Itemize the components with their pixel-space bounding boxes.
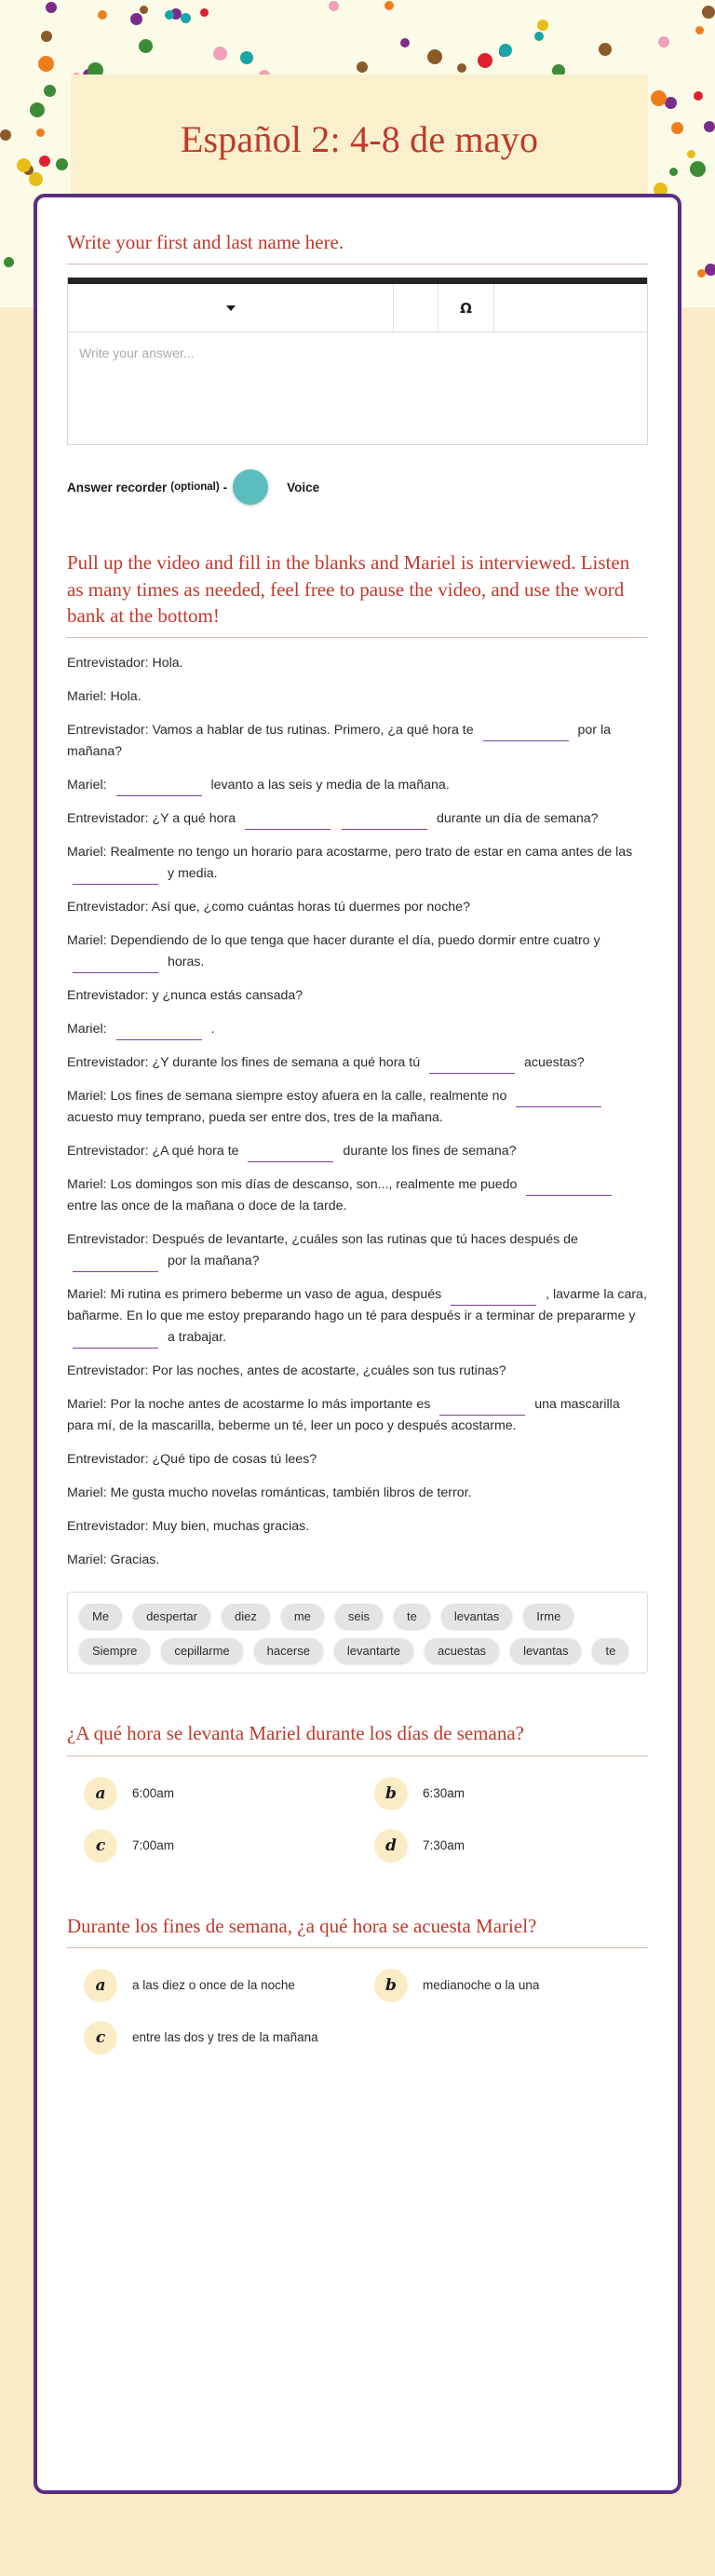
transcript-text: . [207,1022,215,1037]
word-bank-chip[interactable]: acuestas [425,1638,499,1663]
transcript-text: Mariel: Gracias. [67,1552,160,1568]
fill-in-blank[interactable] [116,1026,202,1041]
multiple-choice-questions [67,1679,648,2064]
assignment-card [34,194,681,2494]
transcript-text: por la mañana? [164,1254,260,1269]
confetti-dot [56,158,68,170]
transcript-line [67,686,648,708]
transcript-line [67,720,648,763]
transcript-line [67,1052,648,1074]
confetti-dot [384,1,394,10]
text-style-dropdown[interactable] [68,284,394,332]
transcript-text: Entrevistador: ¿Y a qué hora [67,811,240,827]
confetti-dot [4,257,14,267]
confetti-dot [687,150,695,158]
special-character-icon[interactable]: Ω [438,284,494,332]
transcript-text: entre las once de la mañana o doce de la tarde. [67,1199,347,1214]
mc-choice-letter: c [84,1829,117,1863]
confetti-dot [705,264,715,276]
transcript-line [67,653,648,674]
word-bank-chip[interactable]: Irme [523,1604,573,1629]
transcript-text: levanto a las seis y media de la mañana. [207,778,450,793]
recorder-dash: - [223,480,228,495]
word-bank-chip[interactable]: te [394,1604,430,1629]
divider [67,1947,648,1948]
confetti-dot [658,36,669,47]
confetti-dot [651,90,667,106]
confetti-dot [357,61,368,73]
mc-choices [67,1762,648,1872]
transcript-text: Entrevistador: ¿Qué tipo de cosas tú lees? [67,1452,317,1468]
transcript-line [67,1449,648,1471]
transcript-text: Mariel: Por la noche antes de acostarme lo más importante es [67,1397,435,1413]
mc-choice-label: 7:30am [423,1837,465,1852]
mc-choice-letter: a [84,1777,117,1810]
chevron-down-icon [226,305,236,311]
page-title: Español 2: 4-8 de mayo [180,118,539,160]
transcript-line [67,1174,648,1217]
mc-choices [67,1954,648,2064]
transcript-text: Mariel: [67,1022,111,1037]
transcript-text: acuesto muy temprano, pueda ser entre dos, tres de la mañana. [67,1110,443,1126]
confetti-dot [499,44,512,57]
confetti-dot [400,38,410,47]
mc-choice-letter: c [84,2021,117,2054]
mc-choice-label: 6:30am [423,1785,465,1800]
transcript-question-title: Pull up the video and fill in the blanks and Mariel is interviewed. Listen as many times as needed, feel free to pause the video, and use the word bank at the bottom! [67,551,630,628]
confetti-dot [0,129,11,141]
confetti-dot [17,158,31,172]
confetti-dot [695,26,704,34]
fill-in-blank[interactable] [73,959,158,974]
confetti-dot [165,10,174,20]
confetti-dot [44,85,56,97]
fill-in-blank[interactable] [248,1148,333,1163]
fill-in-blank[interactable] [73,1258,158,1273]
word-bank-chip[interactable]: hacerse [254,1638,323,1663]
word-bank-chip[interactable]: cepillarme [161,1638,242,1663]
confetti-dot [200,8,209,17]
mc-question-title: ¿A qué hora se levanta Mariel durante los días de semana? [67,1722,524,1745]
fill-in-blank[interactable] [73,1335,158,1349]
mc-choice-a[interactable] [67,1768,358,1820]
word-bank-chip[interactable]: levantas [510,1638,581,1663]
confetti-dot [38,56,54,72]
mc-choice-letter: b [374,1969,408,2002]
confetti-dot [329,1,339,11]
confetti-dot [98,10,107,20]
transcript-text: , lavarme la cara, bañarme. En lo que me estoy preparando hago un té para después ir a terminar de prepararme y [67,1287,647,1324]
editor-top-accent [68,278,647,284]
mc-choice-b[interactable] [358,1959,648,2012]
transcript-line [67,842,648,885]
transcript-text: Entrevistador: ¿A qué hora te [67,1144,243,1159]
transcript-text: Entrevistador: Hola. [67,656,183,671]
transcript-text: por la mañana? [67,723,611,760]
mc-choice-label: 6:00am [132,1785,175,1800]
word-bank-chip[interactable]: diez [222,1604,270,1629]
transcript-line [67,808,648,830]
mc-choice-letter: d [374,1829,408,1863]
transcript-text: Mariel: Los domingos son mis días de descanso, son..., realmente me puedo [67,1177,521,1193]
transcript-text: Entrevistador: y ¿nunca estás cansada? [67,988,304,1004]
fill-in-blank[interactable] [342,816,427,831]
mc-choice-letter: a [84,1969,117,2002]
transcript-text: Entrevistador: Después de levantarte, ¿cuáles son las rutinas que tú haces después de [67,1232,578,1248]
fill-in-blank[interactable] [245,816,331,831]
confetti-dot [130,13,142,25]
fill-in-blank[interactable] [526,1182,612,1197]
fill-in-blank[interactable] [483,727,569,742]
confetti-dot [694,91,703,101]
transcript-text: durante los fines de semana? [339,1144,517,1159]
answer-recorder-row [67,445,648,518]
word-bank-chip[interactable]: te [592,1638,628,1663]
transcript-text: horas. [164,955,205,970]
transcript-text: Mariel: Dependiendo de lo que tenga que hacer durante el día, puedo dormir entre cuatro y [67,933,600,949]
mc-choice-label: medianoche o la una [423,1978,540,1993]
fill-in-blank[interactable] [516,1093,601,1108]
transcript-line [67,985,648,1007]
mc-question-title: Durante los fines de semana, ¿a qué hora se acuesta Mariel? [67,1914,537,1937]
transcript-text: Mariel: Me gusta mucho novelas románticas, también libros de terror. [67,1485,472,1501]
word-bank-chip[interactable]: levantas [441,1604,512,1629]
mc-question-block [67,1679,648,1871]
transcript-line [67,1019,648,1040]
word-bank-chip[interactable]: me [281,1604,324,1629]
confetti-dot [704,121,715,132]
transcript-line [67,930,648,973]
transcript-line [67,775,648,796]
toolbar-spacer [494,284,647,332]
confetti-dot [29,172,43,186]
divider [67,637,648,638]
transcript-text: durante un día de semana? [433,811,599,827]
confetti-dot [213,47,227,61]
confetti-dot [41,31,52,42]
transcript-line [67,1483,648,1504]
title-plaque [71,75,648,205]
mc-question-block [67,1872,648,2064]
transcript-text: Entrevistador: Así que, ¿como cuántas horas tú duermes por noche? [67,900,470,915]
mc-choice-d[interactable] [358,1820,648,1872]
name-question-block [67,197,648,518]
interview-transcript [67,651,648,1571]
mc-choice-label: a las diez o once de la noche [132,1978,295,1993]
confetti-dot [427,49,442,64]
toolbar-slot[interactable] [394,284,438,332]
word-bank-chip[interactable]: Me [79,1604,122,1629]
transcript-text: Entrevistador: Por las noches, antes de acostarte, ¿cuáles son tus rutinas? [67,1363,506,1379]
transcript-text: Mariel: Realmente no tengo un horario para acostarme, pero trato de estar en cama antes de las [67,845,633,861]
transcript-text: Mariel: [67,778,111,793]
confetti-dot [46,2,57,13]
confetti-dot [534,32,544,41]
fill-in-blank[interactable] [439,1402,525,1417]
transcript-text: y media. [164,866,218,882]
confetti-dot [457,63,466,73]
transcript-text: una mascarilla para mí, de la mascarilla, beberme un té, leer un poco y después acostarme. [67,1397,620,1434]
rich-text-editor[interactable] [67,278,648,445]
transcript-line [67,1550,648,1571]
fill-in-blank[interactable] [116,782,202,797]
mc-choice-letter: b [374,1777,408,1810]
transcript-line [67,897,648,918]
transcript-line [67,1229,648,1272]
confetti-dot [599,43,612,56]
confetti-dot [702,6,715,19]
transcript-line [67,1086,648,1129]
confetti-dot [478,53,492,68]
fill-in-blank[interactable] [73,871,158,886]
recorder-optional-label: (optional) [170,481,220,494]
voice-label: Voice [287,480,320,495]
confetti-dot [140,6,148,14]
confetti-dot [690,161,706,177]
confetti-dot [139,39,153,53]
fill-in-blank[interactable] [451,1292,536,1307]
transcript-line [67,1361,648,1382]
mc-choice-a[interactable] [67,1959,358,2012]
confetti-dot [669,168,678,176]
confetti-dot [697,269,706,278]
transcript-text: Entrevistador: Muy bien, muchas gracias. [67,1519,310,1535]
transcript-line [67,1394,648,1437]
confetti-dot [30,102,45,117]
confetti-dot [240,51,253,64]
transcript-line [67,1284,648,1349]
editor-toolbar[interactable] [68,284,647,332]
confetti-dot [39,156,50,167]
word-bank-chip[interactable]: Siempre [79,1638,150,1663]
transcript-question-block [67,518,648,1674]
voice-record-button[interactable] [233,469,268,505]
word-bank[interactable] [67,1592,648,1674]
mc-choice-label: 7:00am [132,1837,175,1852]
transcript-text: a trabajar. [164,1330,227,1346]
mc-choice-label: entre las dos y tres de la mañana [132,2030,318,2045]
fill-in-blank[interactable] [429,1060,515,1075]
confetti-dot [36,129,45,137]
transcript-line [67,1141,648,1162]
recorder-label: Answer recorder [67,480,168,495]
transcript-text: Entrevistador: ¿Y durante los fines de semana a qué hora tú [67,1055,425,1071]
transcript-text: Mariel: Mi rutina es primero beberme un vaso de agua, después [67,1287,446,1303]
word-bank-chip[interactable]: seis [335,1604,383,1629]
transcript-line [67,1516,648,1538]
transcript-text: Mariel: Los fines de semana siempre estoy afuera en la calle, realmente no [67,1089,511,1105]
confetti-dot [671,122,683,134]
transcript-text: Mariel: Hola. [67,689,142,705]
word-bank-chip[interactable]: levantarte [334,1638,413,1663]
confetti-dot [537,20,548,31]
name-question-title: Write your first and last name here. [67,231,344,253]
mc-choice-b[interactable] [358,1768,648,1820]
confetti-dot [181,13,191,23]
transcript-text: Entrevistador: Vamos a hablar de tus rutinas. Primero, ¿a qué hora te [67,723,478,739]
mc-choice-c[interactable] [67,1820,358,1872]
mc-choice-c[interactable] [67,2012,358,2064]
transcript-text: acuestas? [520,1055,585,1071]
answer-input[interactable]: Write your answer... [79,346,195,361]
word-bank-chip[interactable]: despertar [133,1604,210,1629]
